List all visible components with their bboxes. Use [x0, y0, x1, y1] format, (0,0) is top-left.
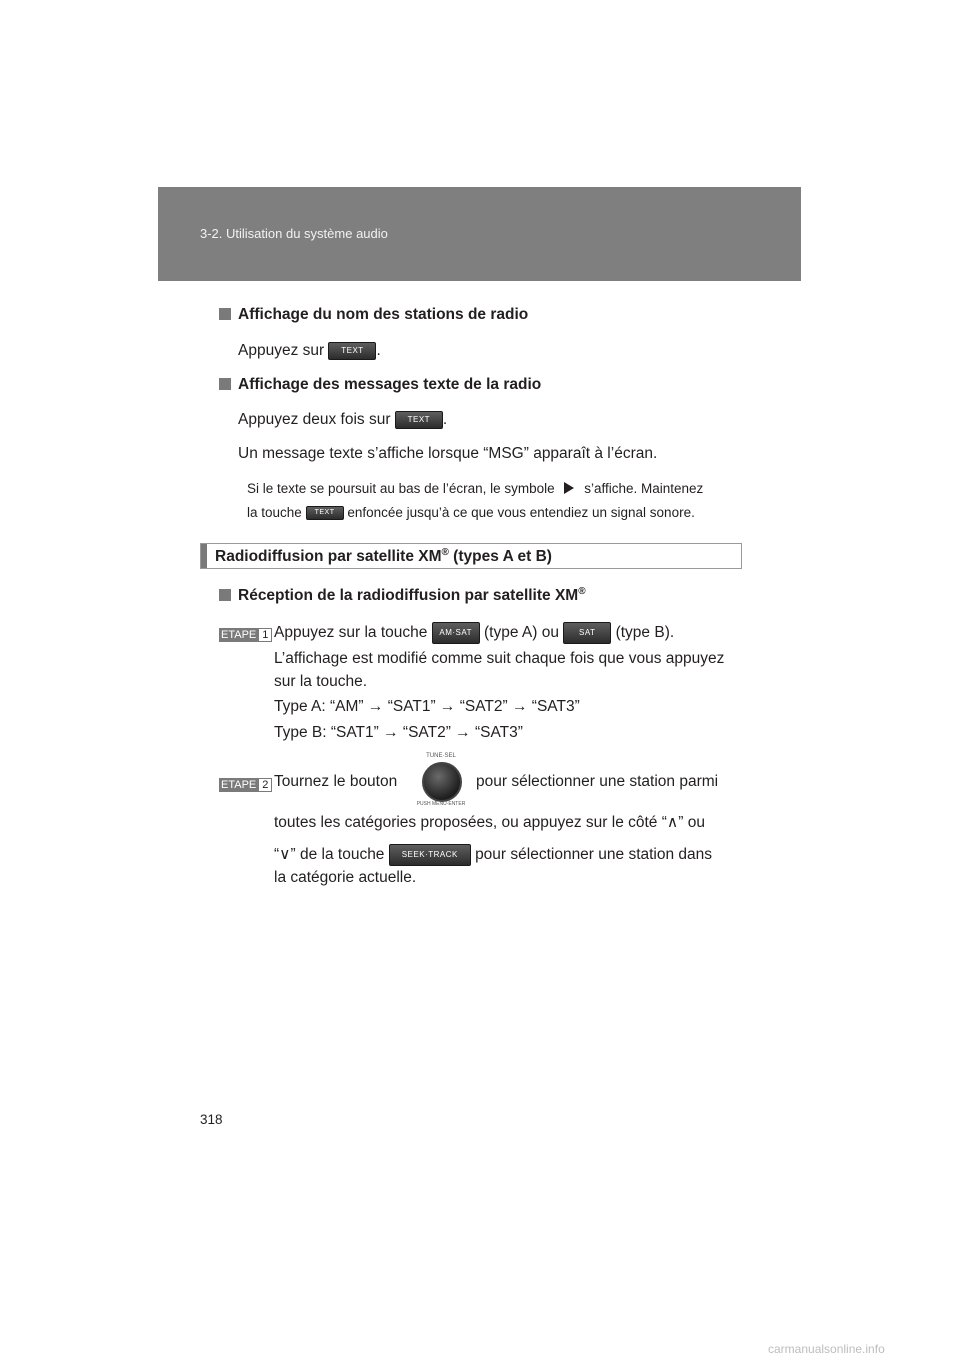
page-number: 318: [200, 1112, 223, 1127]
step2-line4: la catégorie actuelle.: [274, 869, 417, 886]
tune-sel-knob-icon: TUNE·SEL PUSH MENU·ENTER: [416, 753, 466, 807]
chapter-header: [158, 187, 801, 281]
step-1-badge: ETAPE 1: [219, 625, 272, 643]
text-key-icon: TEXT: [306, 506, 344, 520]
step2-line1b: pour sélectionner une station parmi: [476, 773, 719, 790]
play-triangle-icon: [564, 482, 574, 494]
step1-type-a: Type A: “AM” → “SAT1” → “SAT2” → “SAT3”: [274, 698, 580, 715]
section-title: Radiodiffusion par satellite XM® (types A et B): [215, 547, 552, 566]
sat-key-icon: SAT: [563, 622, 611, 644]
msg-description: Un message texte s’affiche lorsque “MSG” apparaît à l’écran.: [238, 445, 658, 462]
item1-instruction: Appuyez sur TEXT .: [238, 342, 381, 360]
step2-line3: “∨” de la touche SEEK·TRACK pour sélectionner une station dans: [274, 844, 712, 866]
square-bullet-icon: [219, 308, 231, 320]
note-line-2: la touche TEXT enfoncée jusqu’à ce que vous entendiez un signal sonore.: [247, 505, 695, 520]
step1-line1: Appuyez sur la touche AM·SAT (type A) ou SAT (type B).: [274, 622, 674, 644]
square-bullet-icon: [219, 378, 231, 390]
text-key-icon: TEXT: [328, 342, 376, 360]
am-sat-key-icon: AM·SAT: [432, 622, 480, 644]
section-accent: [201, 544, 207, 568]
step-2-badge: ETAPE 2: [219, 775, 272, 793]
step1-line3: sur la touche.: [274, 673, 368, 690]
step1-type-b: Type B: “SAT1” → “SAT2” → “SAT3”: [274, 724, 523, 741]
section-header: [200, 543, 742, 569]
watermark: carmanualsonline.info: [768, 1342, 885, 1356]
step2-line2: toutes les catégories proposées, ou appuyez sur le côté “∧” ou: [274, 814, 705, 831]
item-heading-text-messages: Affichage des messages texte de la radio: [219, 376, 541, 394]
item-heading-station-name: Affichage du nom des stations de radio: [219, 306, 528, 324]
square-bullet-icon: [219, 589, 231, 601]
chapter-title: 3-2. Utilisation du système audio: [200, 226, 388, 241]
seek-track-key-icon: SEEK·TRACK: [389, 844, 471, 866]
note-line-1: Si le texte se poursuit au bas de l’écran, le symbole s’affiche. Maintenez: [247, 481, 704, 496]
step2-line1a: Tournez le bouton: [274, 773, 398, 790]
text-key-icon: TEXT: [395, 411, 443, 429]
item2-instruction: Appuyez deux fois sur TEXT .: [238, 411, 448, 429]
step1-line2: L’affichage est modifié comme suit chaque fois que vous appuyez: [274, 650, 725, 667]
item-heading-xm-reception: Réception de la radiodiffusion par satellite XM®: [219, 586, 586, 605]
